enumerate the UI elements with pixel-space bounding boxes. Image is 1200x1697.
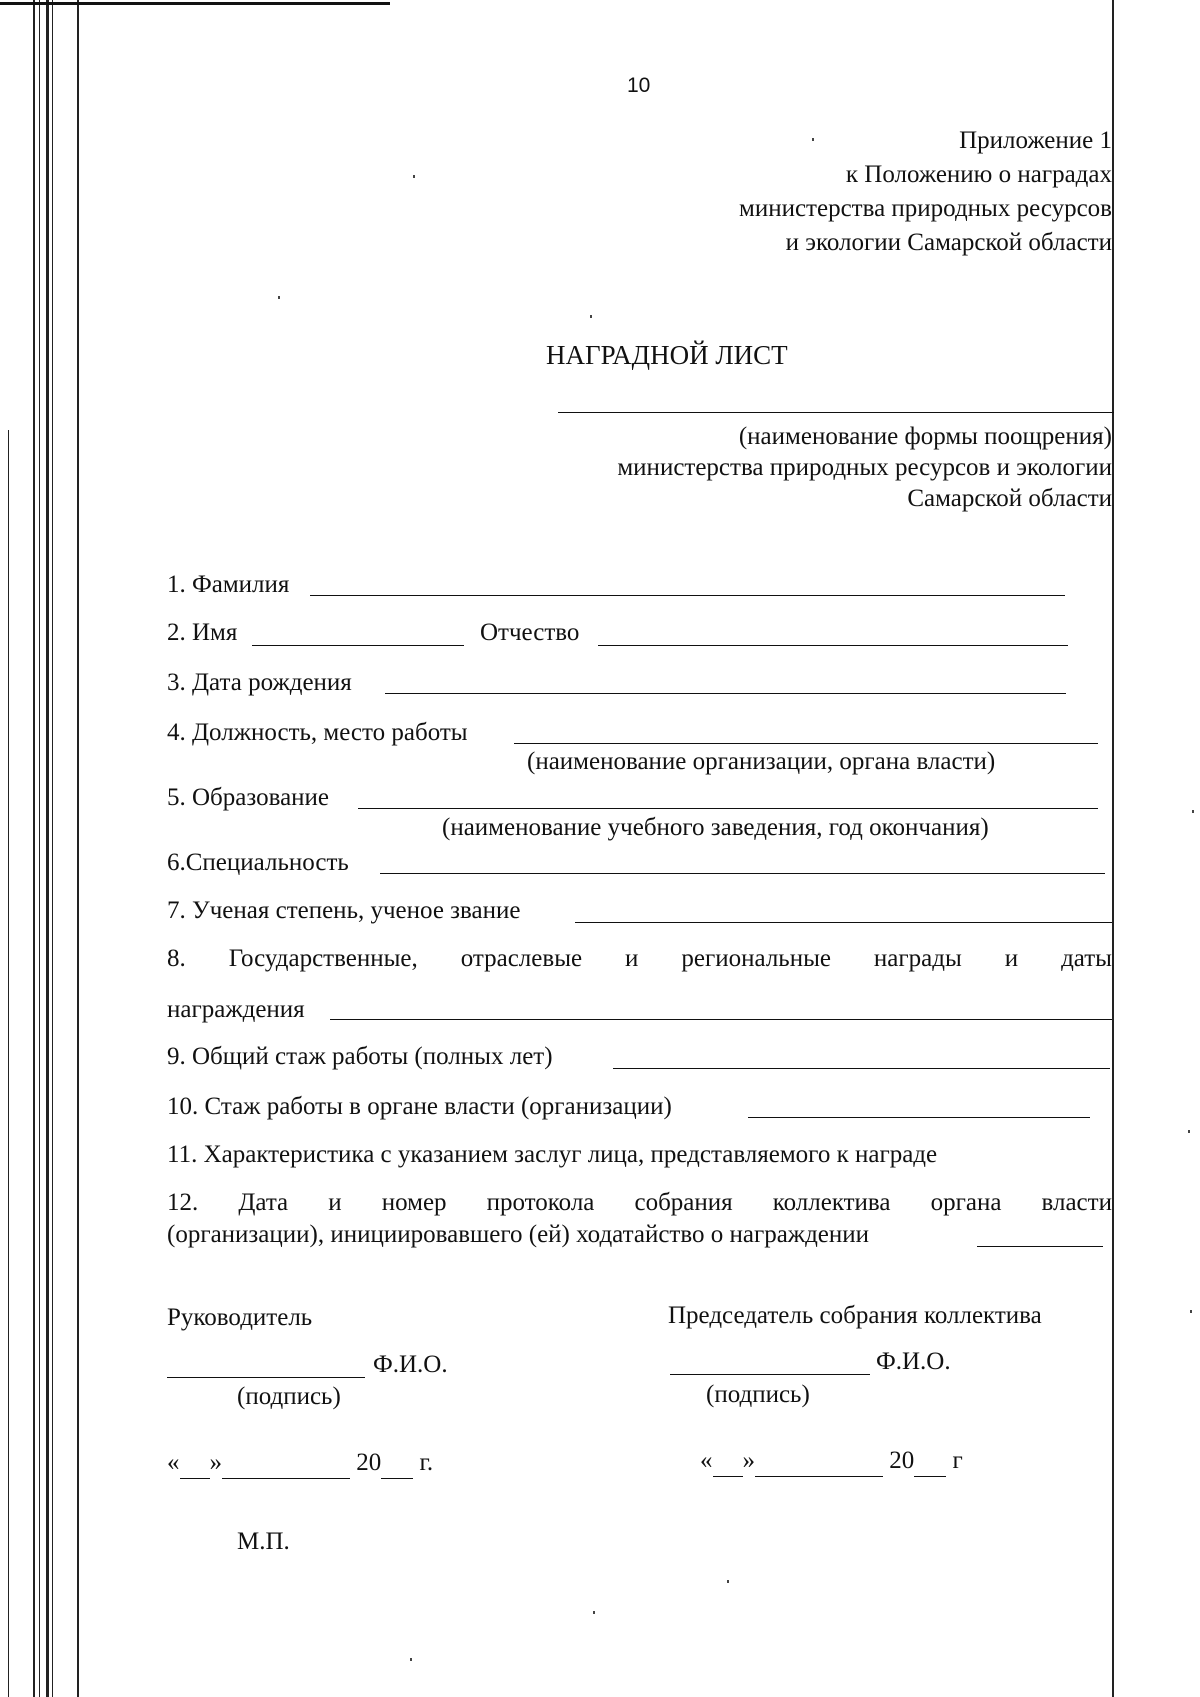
date-quote-open: « [167, 1449, 180, 1476]
scan-speck [413, 175, 415, 178]
protocol-word: и [328, 1189, 342, 1216]
award-line: министерства природных ресурсов и экологии [617, 454, 1112, 481]
field-protocol-label [167, 1188, 1112, 1218]
protocol-word: органа [930, 1189, 1002, 1216]
field-surname-label: 1. Фамилия [167, 571, 290, 598]
awards-word: 8. [167, 945, 186, 972]
field-birthdate-label: 3. Дата рождения [167, 669, 352, 696]
scan-border-line [1112, 0, 1114, 1697]
scan-border-line [33, 0, 35, 1697]
appendix-line: министерства природных ресурсов [739, 195, 1112, 222]
awards-word: отраслевые [460, 945, 583, 972]
education-caption: (наименование учебного заведения, год окончания) [442, 814, 989, 841]
chairman-fio-label: Ф.И.О. [876, 1348, 951, 1375]
chairman-signature-caption: (подпись) [706, 1381, 810, 1408]
scan-border-line [46, 0, 49, 1697]
scan-speck [410, 1658, 412, 1661]
scan-border-line [8, 430, 9, 1697]
position-caption: (наименование организации, органа власти) [527, 748, 996, 775]
appendix-line: к Положению о наградах [845, 161, 1112, 188]
chairman-date [700, 1446, 963, 1477]
chairman-signature-field[interactable] [670, 1374, 870, 1375]
field-name-label: 2. Имя [167, 619, 238, 646]
scan-speck [1188, 1130, 1190, 1133]
protocol-word: Дата [238, 1189, 289, 1216]
date-quote-close: » [742, 1447, 755, 1474]
page-number: 10 [627, 74, 651, 97]
field-total-experience-label: 9. Общий стаж работы (полных лет) [167, 1043, 553, 1070]
name-field[interactable] [252, 645, 464, 646]
education-field[interactable] [358, 808, 1098, 809]
protocol-word: власти [1041, 1189, 1112, 1216]
awards-word: и [1004, 945, 1019, 972]
scan-border-line [52, 0, 53, 1697]
day-field[interactable] [180, 1448, 210, 1479]
scan-border-line [77, 0, 79, 1697]
scan-speck [727, 1580, 729, 1583]
field-characteristic-label: 11. Характеристика с указанием заслуг лица, представляемого к награде [167, 1141, 938, 1168]
field-awards-label-cont: награждения [167, 996, 305, 1023]
awards-word: даты [1061, 945, 1112, 972]
head-signature-caption: (подпись) [237, 1383, 341, 1410]
year-prefix: 20 [356, 1449, 382, 1476]
scan-speck [1192, 810, 1194, 813]
scan-speck [812, 138, 814, 141]
awards-word: Государственные, [228, 945, 418, 972]
awards-field[interactable] [330, 1019, 1112, 1020]
document-title: НАГРАДНОЙ ЛИСТ [546, 340, 788, 370]
awards-word: региональные [681, 945, 831, 972]
protocol-word: протокола [486, 1189, 595, 1216]
specialty-field[interactable] [380, 873, 1105, 874]
award-block [617, 421, 1112, 514]
scan-speck [590, 315, 592, 318]
field-position-label: 4. Должность, место работы [167, 719, 468, 746]
head-fio-label: Ф.И.О. [373, 1351, 448, 1378]
field-awards-label [167, 944, 1112, 974]
awards-word: и [625, 945, 639, 972]
scan-speck [278, 296, 280, 299]
position-field[interactable] [514, 743, 1098, 744]
stamp-place-label: М.П. [237, 1528, 290, 1555]
date-quote-close: » [209, 1449, 222, 1476]
year-suffix: г. [419, 1449, 434, 1476]
total-experience-field[interactable] [613, 1068, 1110, 1069]
scan-speck [1190, 1310, 1192, 1313]
org-experience-field[interactable] [748, 1117, 1090, 1118]
year-field[interactable] [914, 1446, 946, 1477]
protocol-word: коллектива [772, 1189, 891, 1216]
head-date [167, 1448, 433, 1479]
field-org-experience-label: 10. Стаж работы в органе власти (организации) [167, 1093, 672, 1120]
award-name-line [558, 412, 1114, 413]
scan-border-line [39, 0, 40, 1697]
award-caption: (наименование формы поощрения) [738, 423, 1112, 450]
scan-speck [593, 1611, 595, 1614]
scan-top-line [0, 2, 390, 5]
patronymic-field[interactable] [598, 645, 1068, 646]
field-degree-label: 7. Ученая степень, ученое звание [167, 897, 521, 924]
head-title: Руководитель [167, 1304, 313, 1331]
month-field[interactable] [222, 1448, 350, 1479]
protocol-word: собрания [634, 1189, 733, 1216]
appendix-block [739, 124, 1112, 260]
chairman-title: Председатель собрания коллектива [668, 1302, 1042, 1329]
field-education-label: 5. Образование [167, 784, 330, 811]
month-field[interactable] [755, 1446, 883, 1477]
protocol-field[interactable] [977, 1246, 1103, 1247]
day-field[interactable] [713, 1446, 743, 1477]
birthdate-field[interactable] [385, 693, 1066, 694]
field-patronymic-label: Отчество [480, 619, 580, 646]
awards-word: награды [873, 945, 962, 972]
protocol-word: номер [381, 1189, 447, 1216]
head-signature-field[interactable] [167, 1377, 365, 1378]
surname-field[interactable] [310, 595, 1065, 596]
award-line: Самарской области [907, 485, 1112, 512]
year-field[interactable] [381, 1448, 413, 1479]
year-suffix: г [952, 1447, 963, 1474]
degree-field[interactable] [575, 922, 1112, 923]
appendix-line: Приложение 1 [959, 127, 1112, 154]
field-specialty-label: 6.Специальность [167, 849, 349, 876]
field-protocol-label-cont: (организации), инициировавшего (ей) ходатайство о награждении [167, 1221, 870, 1248]
protocol-word: 12. [167, 1189, 199, 1216]
date-quote-open: « [700, 1447, 713, 1474]
year-prefix: 20 [889, 1447, 915, 1474]
appendix-line: и экологии Самарской области [785, 229, 1112, 256]
